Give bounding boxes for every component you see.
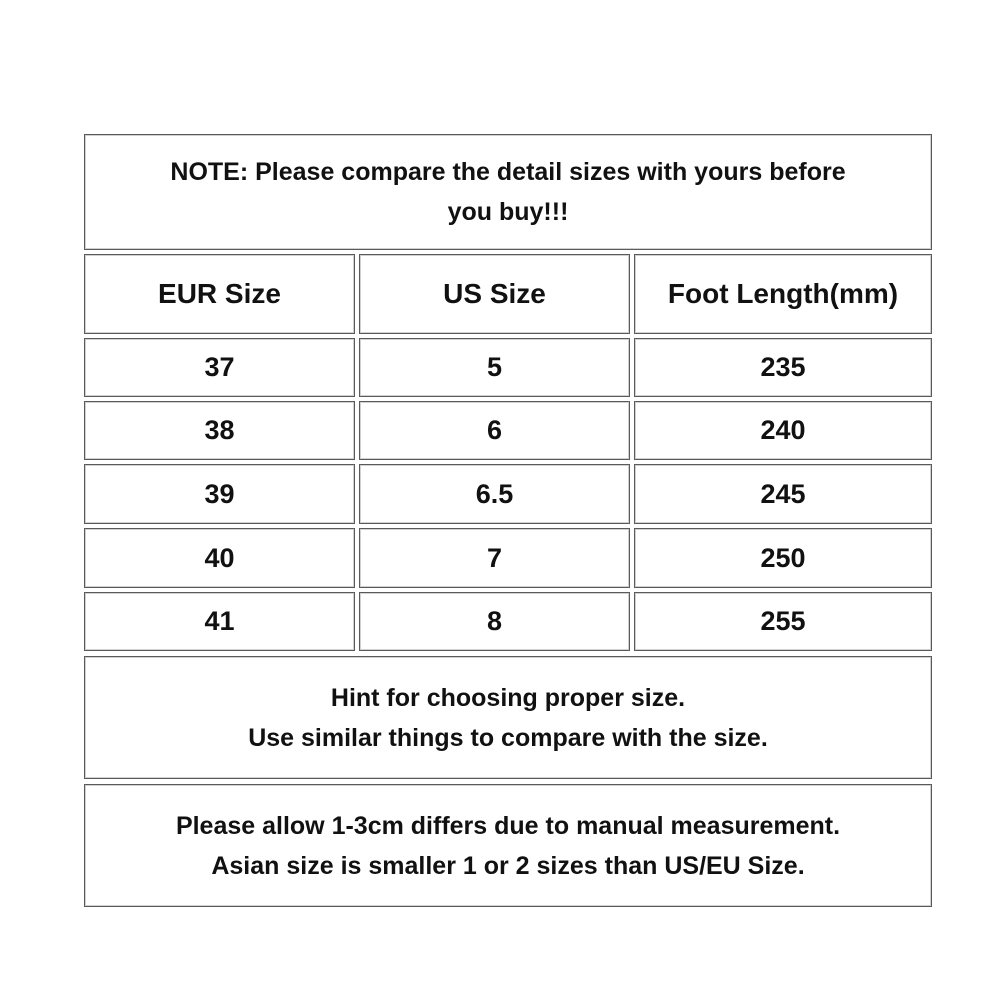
hint-line-1: Hint for choosing proper size. bbox=[330, 683, 686, 712]
table-cell: 37 bbox=[84, 338, 355, 397]
header-eur-size: EUR Size bbox=[84, 254, 355, 334]
hint-line-2: Use similar things to compare with the size. bbox=[248, 723, 768, 752]
header-foot-length: Foot Length(mm) bbox=[634, 254, 932, 334]
table-cell: 235 bbox=[634, 338, 932, 397]
note-line-2: you buy!!! bbox=[447, 198, 569, 226]
table-cell: 38 bbox=[84, 401, 355, 460]
table-cell: 6 bbox=[359, 401, 630, 460]
table-cell: 40 bbox=[84, 528, 355, 588]
table-cell: 255 bbox=[634, 592, 932, 651]
hint-box bbox=[84, 656, 932, 779]
table-cell: 240 bbox=[634, 401, 932, 460]
disclaimer-box bbox=[84, 784, 932, 907]
table-cell: 41 bbox=[84, 592, 355, 651]
table-cell: 8 bbox=[359, 592, 630, 651]
table-cell: 7 bbox=[359, 528, 630, 588]
note-line-1: NOTE: Please compare the detail sizes with yours before bbox=[170, 158, 846, 186]
note-box bbox=[84, 134, 932, 250]
table-cell: 245 bbox=[634, 464, 932, 524]
table-cell: 39 bbox=[84, 464, 355, 524]
table-cell: 5 bbox=[359, 338, 630, 397]
header-us-size: US Size bbox=[359, 254, 630, 334]
table-cell: 250 bbox=[634, 528, 932, 588]
table-cell: 6.5 bbox=[359, 464, 630, 524]
disclaimer-line-2: Asian size is smaller 1 or 2 sizes than US/EU Size. bbox=[211, 851, 805, 880]
disclaimer-line-1: Please allow 1-3cm differs due to manual measurement. bbox=[175, 811, 841, 840]
